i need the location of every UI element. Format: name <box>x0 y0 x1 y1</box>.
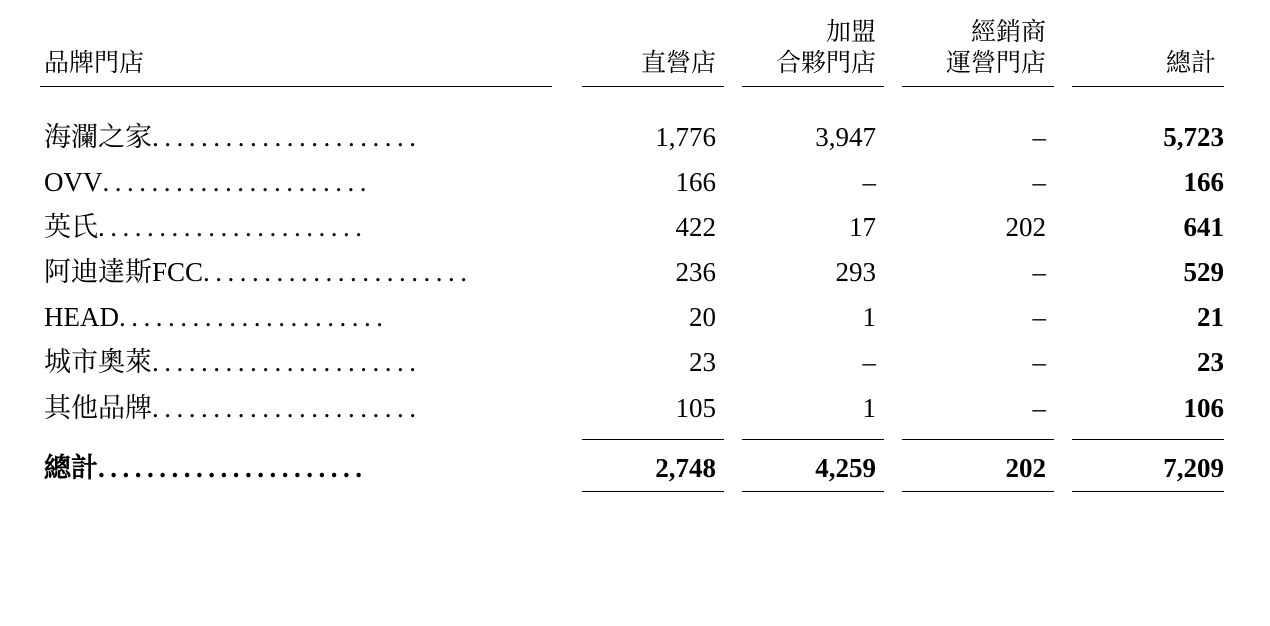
row-brand-label: 海瀾之家...................... <box>44 122 422 152</box>
table-row <box>40 115 1230 160</box>
table-row <box>40 340 1230 385</box>
row-total-value: 106 <box>1183 392 1224 423</box>
bottom-rule-brand <box>40 491 570 493</box>
row-direct-value: 236 <box>675 257 716 288</box>
row-total-value: 23 <box>1197 347 1224 378</box>
table-row <box>40 250 1230 295</box>
column-header-total: 總計 <box>1165 49 1216 77</box>
row-distributor-value: – <box>1032 392 1046 423</box>
row-brand-label: 城市奧萊...................... <box>44 347 422 378</box>
row-total-value: 5,723 <box>1163 122 1224 152</box>
row-brand-label: HEAD...................... <box>44 302 389 333</box>
row-direct-value: 1,776 <box>655 122 716 152</box>
brand-store-table <box>40 18 1230 493</box>
row-total-value: 166 <box>1183 167 1224 198</box>
row-direct-value: 20 <box>689 302 716 333</box>
row-direct-value: 23 <box>689 347 716 378</box>
totals-distributor-value: 202 <box>1005 452 1046 483</box>
table-row <box>40 295 1230 340</box>
row-franchise-value: 293 <box>835 257 876 288</box>
row-brand-label: 阿迪達斯FCC...................... <box>44 257 473 288</box>
bottom-rule-direct <box>570 491 730 493</box>
row-distributor-value: – <box>1032 302 1046 333</box>
totals-franchise-value: 4,259 <box>815 452 876 483</box>
row-total-value: 21 <box>1197 302 1224 333</box>
bottom-rule-row <box>40 491 1230 493</box>
row-franchise-value: 1 <box>862 302 876 333</box>
row-franchise-value: – <box>862 167 876 198</box>
table-row <box>40 160 1230 205</box>
row-direct-value: 166 <box>675 167 716 198</box>
row-distributor-value: – <box>1032 122 1046 152</box>
column-header-franchise: 加盟 合夥門店 <box>775 19 876 77</box>
column-header-brand: 品牌門店 <box>44 49 145 77</box>
row-direct-value: 105 <box>675 392 716 423</box>
row-total-value: 529 <box>1183 257 1224 288</box>
table-header <box>40 18 1230 115</box>
row-distributor-value: 202 <box>1005 212 1046 243</box>
totals-direct-value: 2,748 <box>655 452 716 483</box>
row-franchise-value: 1 <box>862 392 876 423</box>
table-row <box>40 386 1230 431</box>
column-header-distributor: 經銷商 運營門店 <box>945 19 1046 77</box>
totals-total-value: 7,209 <box>1163 452 1224 483</box>
table-header-row <box>40 18 1230 85</box>
row-distributor-value: – <box>1032 167 1046 198</box>
row-brand-label: OVV...................... <box>44 167 372 198</box>
bottom-rule-total <box>1060 491 1230 493</box>
bottom-rule-franchise <box>730 491 890 493</box>
row-brand-label: 英氏...................... <box>44 212 368 243</box>
row-total-value: 641 <box>1183 212 1224 243</box>
row-franchise-value: 3,947 <box>815 122 876 152</box>
bottom-rule-distributor <box>890 491 1060 493</box>
document-page <box>0 18 1270 626</box>
row-brand-label: 其他品牌...................... <box>44 392 422 423</box>
totals-label: 總計...................... <box>44 452 368 483</box>
row-franchise-value: 17 <box>849 212 876 243</box>
row-franchise-value: – <box>862 347 876 378</box>
header-spacer <box>40 87 1230 115</box>
column-header-direct: 直營店 <box>640 49 716 77</box>
totals-row <box>40 441 1230 491</box>
table-row <box>40 205 1230 250</box>
row-distributor-value: – <box>1032 347 1046 378</box>
table-body <box>40 115 1230 493</box>
row-direct-value: 422 <box>675 212 716 243</box>
pre-total-spacer <box>40 431 1230 439</box>
row-distributor-value: – <box>1032 257 1046 288</box>
